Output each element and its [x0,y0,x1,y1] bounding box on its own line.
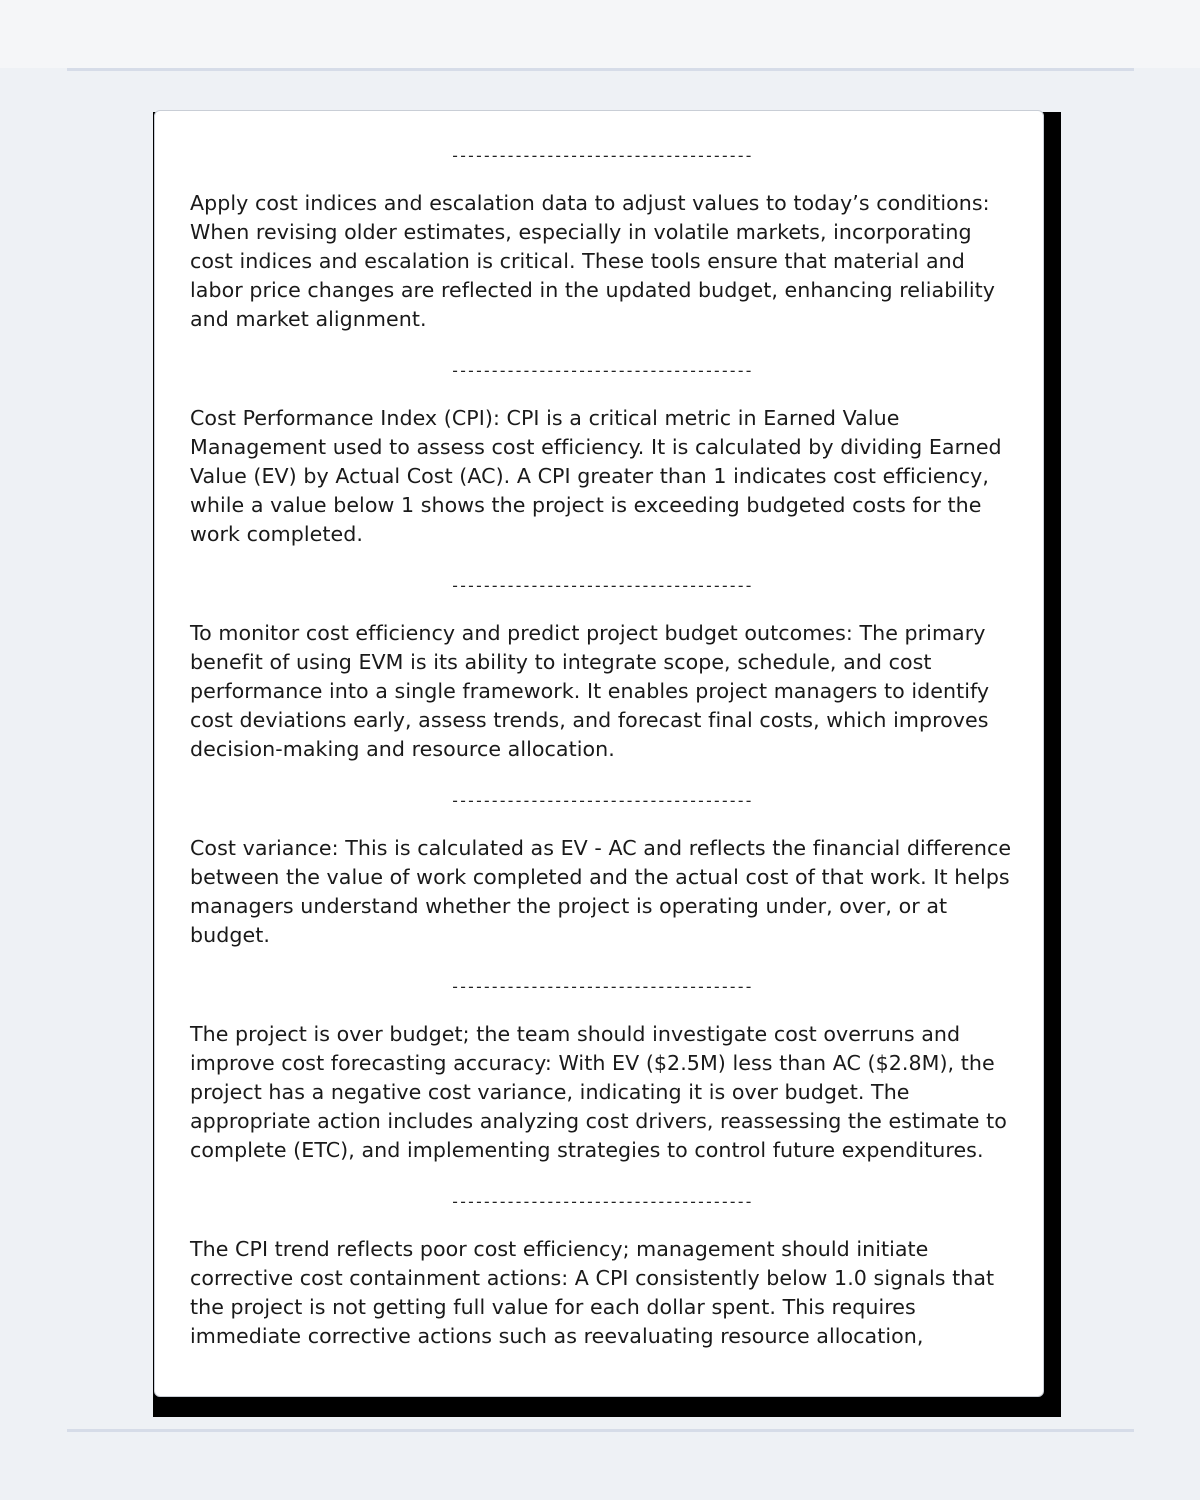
separator: -------------------------------------- [450,146,752,165]
document-card[interactable] [154,110,1044,1397]
top-divider [67,68,1134,71]
separator: -------------------------------------- [450,576,752,595]
separator: -------------------------------------- [450,791,752,810]
paragraph-evm-benefit: To monitor cost efficiency and predict project budget outcomes: The primary benefit of using EVM is its ability to integrate scope, schedule, and cost performance into a single framework. It enables project managers to identify cost deviations early, assess trends, and forecast final costs, which improves decision-making and resource allocation. [190,621,990,761]
paragraph-cpi-trend: The CPI trend reflects poor cost efficiency; management should initiate corrective cost containment actions: A CPI consistently below 1.0 signals that the project is not getting full value for each dollar spent. This requires immediate corrective actions such as reevaluating resource allocation, [190,1237,995,1348]
paragraph-cost-variance: Cost variance: This is calculated as EV - AC and reflects the financial difference between the value of work completed and the actual cost of that work. It helps managers understand whether the project is operating under, over, or at budget. [190,836,1012,947]
separator: -------------------------------------- [450,977,752,996]
separator: -------------------------------------- [450,1192,752,1211]
bottom-divider [67,1429,1134,1432]
paragraph-cost-indices: Apply cost indices and escalation data to adjust values to today’s conditions: When revising older estimates, especially in volatile markets, incorporating cost indices and escalation is critical. These tools ensure that material and labor price changes are reflected in the updated budget, enhancing reliability and market alignment. [190,191,996,331]
paragraph-cpi: Cost Performance Index (CPI): CPI is a critical metric in Earned Value Management used to assess cost efficiency. It is calculated by dividing Earned Value (EV) by Actual Cost (AC). A CPI greater than 1 indicates cost efficiency, while a value below 1 shows the project is exceeding budgeted costs for the work completed. [190,406,1002,546]
separator: -------------------------------------- [450,361,752,380]
paragraph-over-budget: The project is over budget; the team should investigate cost overruns and improve cost forecasting accuracy: With EV ($2.5M) less than AC ($2.8M), the project has a negative cost variance, indicating it is over budget. The appropriate action includes analyzing cost drivers, reassessing the estimate to complete (ETC), and implementing strategies to control future expenditures. [190,1022,1007,1162]
top-bar [0,0,1200,68]
document-content [190,141,1012,1373]
